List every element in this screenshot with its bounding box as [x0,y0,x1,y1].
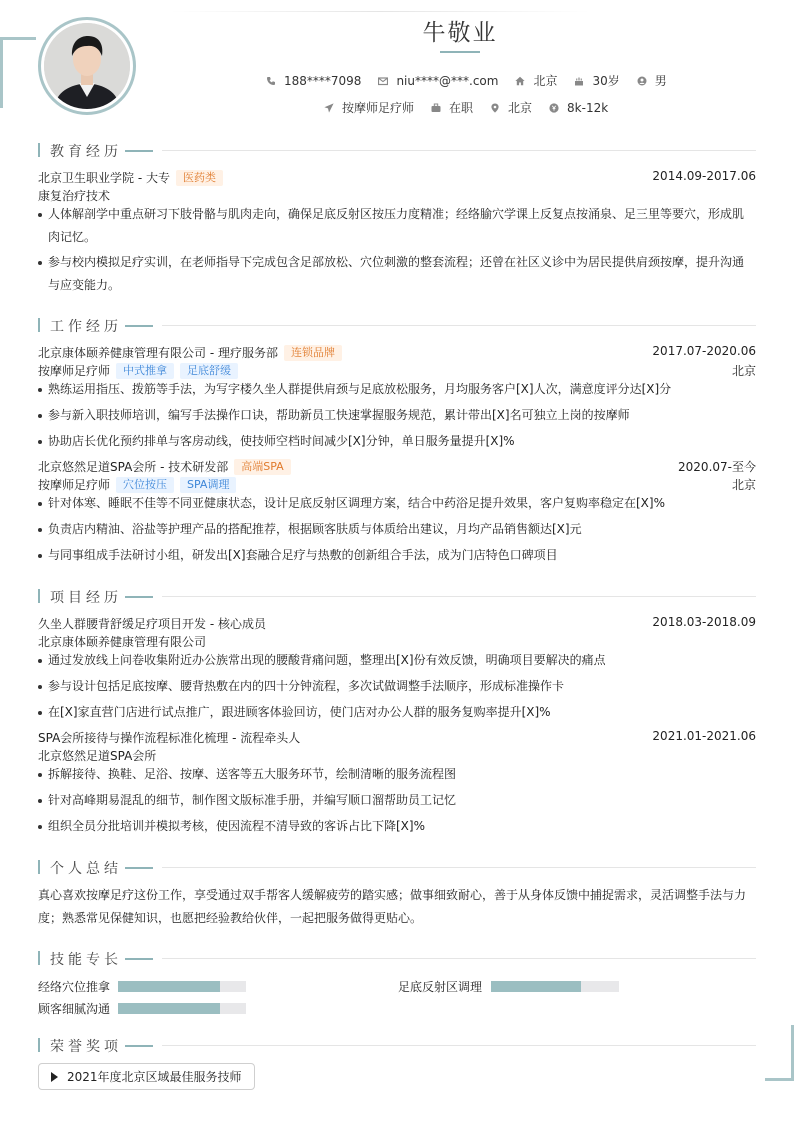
work-city: 北京 [731,364,756,378]
skill-item [398,978,619,995]
project-bullet: 在[X]家直营门店进行试点推广，跟进顾客体验回访，使门店对办公人群的服务复购率提升[X]% [38,701,756,724]
section-divider [162,325,756,326]
section-title: 技能专长 [50,952,122,968]
education-bullet: 人体解剖学中重点研习下肢骨骼与肌肉走向，确保足底反射区按压力度精准；经络腧穴学课上反复点按涌泉、足三里等要穴，形成肌 肉记忆。 [38,203,756,249]
salary-text: 8k-12k [567,100,609,115]
project-bullet: 拆解接待、换鞋、足浴、按摩、送客等五大服务环节，绘制清晰的服务流程图 [38,763,756,786]
section-accent-line [125,958,153,960]
name-underline [440,51,480,53]
phone-text: 188****7098 [284,73,362,88]
skill-name: 经络穴位推拿 [38,980,111,994]
company-tag: 高端SPA [234,459,290,475]
education-major: 康复治疗技术 [38,189,111,203]
project-title: SPA会所接待与操作流程标准化梳理 - 流程牵头人 [38,731,301,745]
skill-name: 足底反射区调理 [398,980,483,994]
gender-icon [637,76,647,86]
project-header [38,729,756,746]
age-text: 30岁 [592,74,620,88]
target-job-text: 按摩师足疗师 [342,101,415,115]
section-marker [38,589,40,603]
work-bullet: 与同事组成手法研讨小组，研发出[X]套融合足疗与热敷的创新组合手法，成为门店特色口碑项目 [38,544,756,567]
section-marker [38,1038,40,1052]
section-work [38,316,756,334]
work-role: 按摩师足疗师 [38,478,111,492]
gender-item [637,72,667,89]
email-text: niu****@***.com [396,73,499,88]
gender-text: 男 [654,74,667,88]
project-bullet: 针对高峰期易混乱的细节，制作图文版标准手册，并编写顺口溜帮助员工记忆 [38,789,756,812]
work-bullet: 熟练运用指压、拨筋等手法，为写字楼久坐人群提供肩颈与足底放松服务，月均服务客户[X]人次，满意度评分达[X]分 [38,378,756,401]
corner-decoration-bottom-right [765,1025,794,1081]
project-date: 2021.01-2021.06 [652,729,756,743]
email-item [378,74,498,88]
project-title: 久坐人群腰背舒缓足疗项目开发 - 核心成员 [38,617,266,631]
section-awards [38,1036,756,1054]
skill-name: 顾客细腻沟通 [38,1002,111,1016]
skill-bar [118,981,246,992]
work-bullet: 针对体寒、睡眠不佳等不同亚健康状态，设计足底反射区调理方案，结合中药浴足提升效果，客户复购率稳定在[X]% [38,492,756,515]
work-date: 2017.07-2020.06 [652,344,756,358]
target-city-item [490,99,532,116]
project-bullet: 通过发放线上问卷收集附近办公族常出现的腰酸背痛问题，整理出[X]份有效反馈，明确项目要解决的痛点 [38,649,756,672]
project-org: 北京悠然足道SPA会所 [38,749,157,763]
school-tag: 医药类 [176,170,223,186]
candidate-name: 牛敬业 [422,20,498,46]
project-bullet: 组织全员分批培训并模拟考核，使因流程不清导致的客诉占比下降[X]% [38,815,756,838]
section-divider [162,150,756,151]
section-divider [162,867,756,868]
job-intent-row [324,99,608,116]
section-title: 个人总结 [50,861,122,877]
education-bullet: 参与校内模拟足疗实训，在老师指导下完成包含足部放松、穴位刺激的整套流程；还曾在社区义诊中为居民提供肩颈按摩，提升沟通 与应变能力。 [38,251,756,297]
salary-item [549,101,608,115]
skill-item [38,978,246,995]
project-header [38,615,756,632]
play-icon [51,1072,58,1082]
company-name: 北京康体颐养健康管理有限公司 - 理疗服务部 [38,346,278,360]
work-role-row [38,476,756,493]
mail-icon [378,76,388,86]
education-header [38,169,756,186]
skill-level [118,981,220,992]
section-marker [38,318,40,332]
skill-item [38,1000,246,1017]
work-role-row [38,362,756,379]
project-date: 2018.03-2018.09 [652,615,756,629]
section-divider [162,596,756,597]
summary-text: 真心喜欢按摩足疗这份工作，享受通过双手帮客人缓解疲劳的踏实感；做事细致耐心，善于从身体反馈中捕捉需求，灵活调整手法与力 度；熟悉常见保健知识，也愿把经验教给伙伴，一起把服务做得更贴心。 [38,888,747,925]
phone-icon [266,76,276,86]
education-date: 2014.09-2017.06 [652,169,756,183]
section-marker [38,951,40,965]
age-item [574,72,619,89]
status-item [431,99,473,116]
section-divider [162,958,756,959]
section-skills [38,949,756,967]
skill-bar [491,981,619,992]
work-bullet: 参与新入职技师培训，编写手法操作口诀，帮助新员工快速掌握服务规范，累计带出[X]名可独立上岗的按摩师 [38,404,756,427]
contact-row [266,72,667,89]
skill-tag: 穴位按压 [116,477,174,493]
section-education [38,141,756,159]
section-accent-line [125,1045,153,1047]
project-org: 北京康体颐养健康管理有限公司 [38,635,207,649]
skill-level [491,981,581,992]
skill-tag: SPA调理 [180,477,236,493]
section-accent-line [125,150,153,152]
work-header [38,458,756,475]
company-tag: 连锁品牌 [284,345,342,361]
section-title: 荣誉奖项 [50,1039,122,1055]
section-title: 项目经历 [50,590,122,606]
location-icon [490,103,500,113]
money-icon [549,103,559,113]
section-projects [38,587,756,605]
corner-decoration-top-left [0,37,36,108]
home-icon [515,76,525,86]
section-summary [38,858,756,876]
section-accent-line [125,867,153,869]
school-name: 北京卫生职业学院 - 大专 [38,171,170,185]
section-accent-line [125,325,153,327]
section-divider [162,1045,756,1046]
skill-tag: 足底舒缓 [180,363,238,379]
award-text: 2021年度北京区域最佳服务技师 [67,1070,242,1084]
briefcase-icon [431,103,441,113]
award-item [38,1063,255,1090]
project-bullet: 参与设计包括足底按摩、腰背热敷在内的四十分钟流程，多次试做调整手法顺序，形成标准操作卡 [38,675,756,698]
target-job-item [324,99,414,116]
phone-item [266,74,361,88]
work-header [38,344,756,361]
city-item [515,72,557,89]
section-accent-line [125,596,153,598]
work-date: 2020.07-至今 [678,460,756,474]
skill-level [118,1003,220,1014]
work-role: 按摩师足疗师 [38,364,111,378]
skill-bar [118,1003,246,1014]
city-text: 北京 [533,74,558,88]
work-city: 北京 [731,478,756,492]
work-bullet: 协助店长优化预约排单与客房动线，使技师空档时间减少[X]分钟，单日服务量提升[X]% [38,430,756,453]
section-marker [38,143,40,157]
company-name: 北京悠然足道SPA会所 - 技术研发部 [38,460,229,474]
cake-icon [574,76,584,86]
skill-tag: 中式推拿 [116,363,174,379]
status-text: 在职 [449,101,474,115]
section-title: 工作经历 [50,319,122,335]
section-title: 教育经历 [50,144,122,160]
work-bullet: 负责店内精油、浴盐等护理产品的搭配推荐，根据顾客肤质与体质给出建议，月均产品销售额达[X]元 [38,518,756,541]
top-divider [170,11,590,12]
send-icon [324,103,334,113]
section-marker [38,860,40,874]
target-city-text: 北京 [508,101,533,115]
